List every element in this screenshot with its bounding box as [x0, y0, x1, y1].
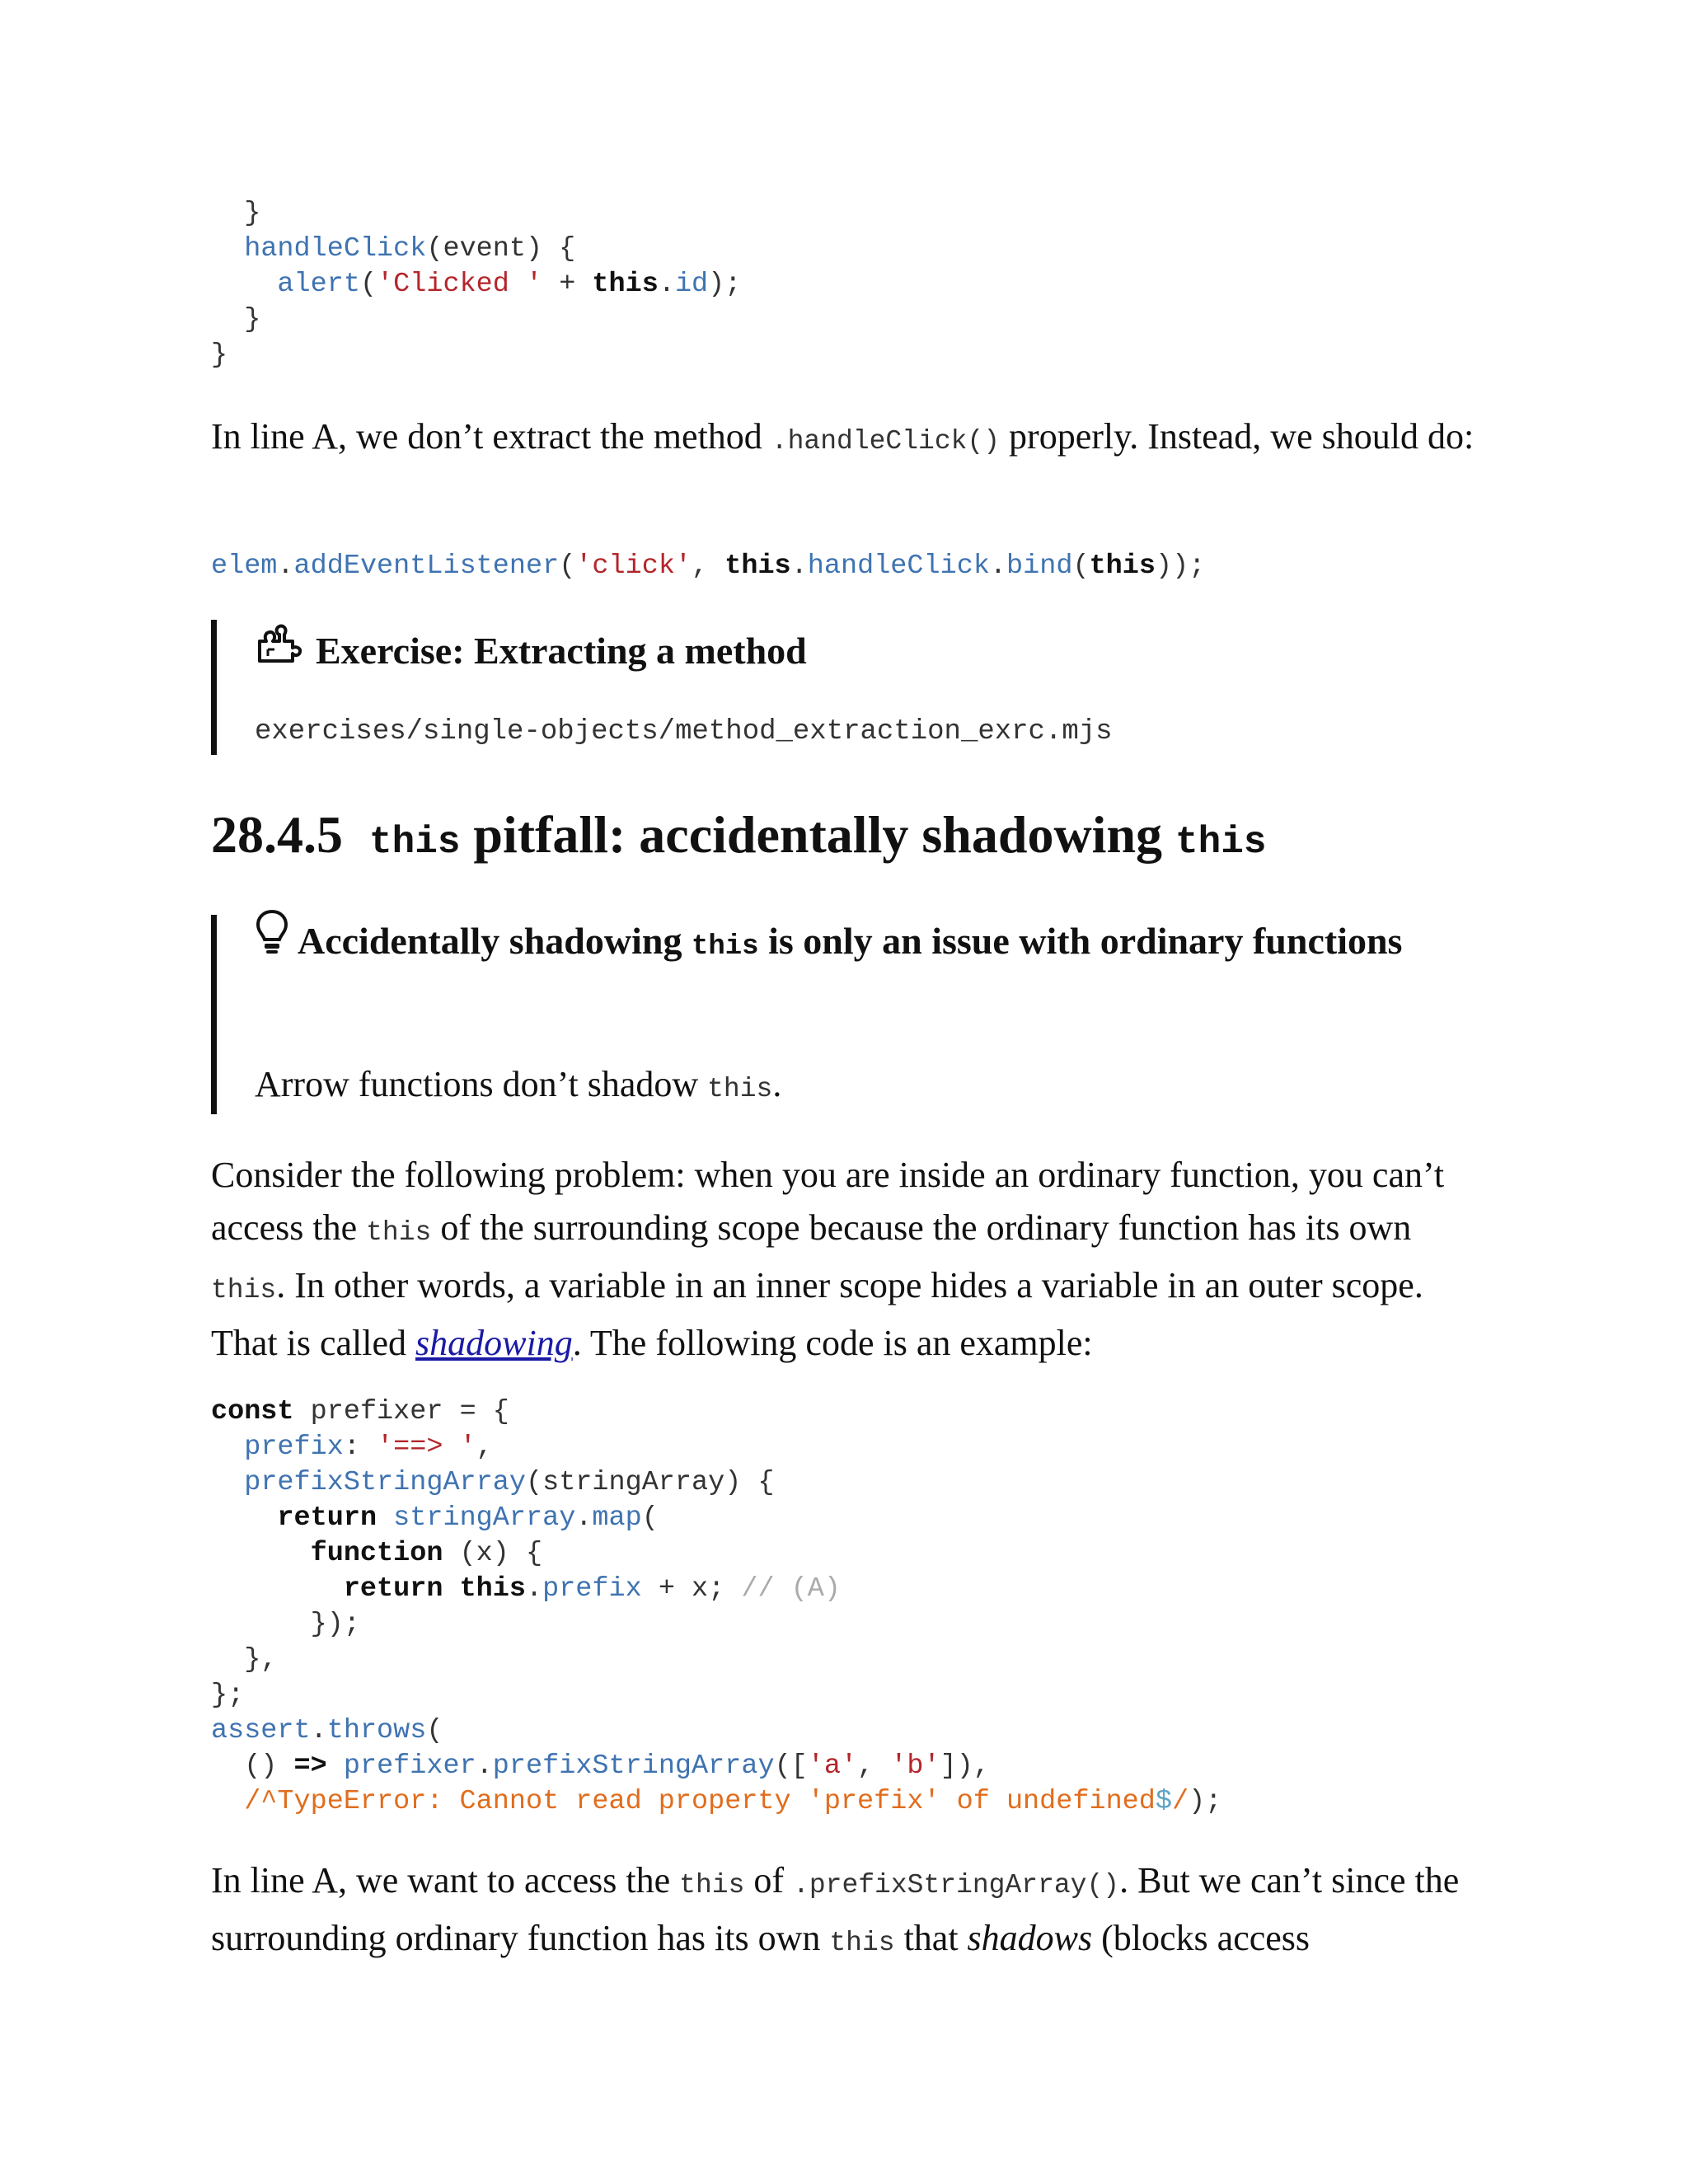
code-token: this — [592, 269, 659, 300]
code-token: throws — [326, 1715, 427, 1746]
code-token: 'click' — [575, 551, 692, 582]
code-token: id — [674, 269, 709, 300]
code-token: prefixStringArray — [244, 1467, 526, 1498]
exercise-title: Exercise: Extracting a method — [255, 625, 807, 680]
code-token: => — [293, 1750, 327, 1782]
code-token: return — [277, 1502, 377, 1534]
code-token: map — [592, 1502, 642, 1534]
code-line — [211, 1713, 1221, 1749]
code-token: handleClick — [807, 551, 990, 582]
code-token: }); — [211, 1609, 360, 1640]
code-token: . — [658, 269, 675, 300]
code-token: const — [211, 1396, 294, 1427]
heading-code: this — [1175, 821, 1267, 864]
code-line — [211, 338, 741, 373]
code-line — [211, 267, 741, 302]
code-token: } — [211, 340, 228, 371]
code-token: alert — [277, 269, 360, 300]
heading-text: pitfall: accidentally shadowing — [460, 805, 1176, 864]
code-token: 'b' — [890, 1750, 940, 1782]
code-line — [211, 1572, 1221, 1607]
exercise-callout — [211, 620, 1503, 755]
code-token: prefixer — [343, 1750, 476, 1782]
code-token: , — [692, 551, 725, 582]
code-token: . — [277, 551, 294, 582]
code-token: (stringArray) { — [525, 1467, 775, 1498]
code-line — [211, 232, 741, 267]
code-token: this — [459, 1573, 526, 1605]
code-line — [211, 1643, 1221, 1678]
shadowing-link[interactable]: shadowing — [415, 1323, 573, 1363]
code-token — [327, 1750, 344, 1782]
paragraph-shadowing: Consider the following problem: when you are inside an ordinary function, you can’t access the this of the surrounding scope because the ordinary function has its own this. In other words, a variable in an inner scope hides a variable in an outer scope. That is called shadowing. The following code is an example: — [211, 1155, 1445, 1363]
code-token: , — [857, 1750, 891, 1782]
code-line — [211, 1607, 1221, 1643]
code-line — [211, 1394, 1221, 1430]
code-token: ( — [359, 269, 377, 300]
code-token: . — [310, 1715, 327, 1746]
lightbulb-icon — [255, 908, 289, 970]
code-line — [211, 1784, 1221, 1820]
heading-code: this — [369, 821, 461, 864]
code-token: handleClick — [244, 233, 427, 265]
code-token: . — [989, 551, 1007, 582]
code-token: assert — [211, 1715, 311, 1746]
code-token: ( — [426, 1715, 443, 1746]
inline-code: .handleClick() — [771, 426, 1001, 457]
code-token: function — [310, 1538, 443, 1569]
code-token: . — [790, 551, 808, 582]
code-token: this — [724, 551, 791, 582]
code-block-handleclick — [211, 196, 741, 373]
code-token: 'Clicked ' — [377, 269, 543, 300]
code-token — [211, 269, 277, 300]
paragraph-method-extraction — [211, 410, 1480, 468]
code-token: // (A) — [741, 1573, 841, 1605]
para-text: In line A, we don’t extract the method — [211, 416, 771, 457]
code-token: (event) { — [426, 233, 576, 265]
code-token: }, — [211, 1644, 278, 1675]
tip-body: Arrow functions don’t shadow this. — [255, 1064, 782, 1104]
code-token: elem — [211, 551, 278, 582]
code-token: . — [575, 1502, 593, 1534]
code-token — [211, 1432, 244, 1463]
code-token: ( — [559, 551, 576, 582]
code-block-prefixer — [211, 1394, 1221, 1820]
code-token: (x) { — [443, 1538, 543, 1569]
code-token: /^TypeError: Cannot read property 'prefix' of undefined — [211, 1786, 1156, 1817]
exercise-path: exercises/single-objects/method_extraction_exrc.mjs — [255, 716, 1113, 748]
code-token: ]), — [940, 1750, 990, 1782]
code-token: () — [211, 1750, 294, 1782]
code-token: this — [1089, 551, 1156, 582]
code-token: prefixStringArray — [492, 1750, 775, 1782]
code-token: 'a' — [807, 1750, 858, 1782]
code-token: . — [476, 1750, 493, 1782]
code-line — [211, 1465, 1221, 1501]
paragraph-line-a: In line A, we want to access the this of .prefixStringArray(). But we can’t since the surrounding ordinary function has its own this that shadows (blocks access — [211, 1860, 1460, 1958]
code-token — [211, 233, 244, 265]
code-token: prefix — [244, 1432, 344, 1463]
code-token: prefixer = { — [293, 1396, 509, 1427]
para-text: properly. Instead, we should do: — [1000, 416, 1475, 457]
code-token: ([ — [774, 1750, 808, 1782]
code-token: ); — [1189, 1786, 1222, 1817]
code-line — [211, 302, 741, 338]
code-token: $ — [1155, 1786, 1172, 1817]
code-line — [211, 196, 741, 232]
puzzle-icon — [255, 620, 304, 680]
tip-callout — [211, 915, 1503, 1114]
code-token: '==> ' — [377, 1432, 476, 1463]
code-token: )); — [1155, 551, 1206, 582]
code-token — [211, 1467, 244, 1498]
code-line — [211, 1501, 1221, 1536]
code-token — [211, 1502, 277, 1534]
code-block-bind — [211, 549, 1205, 584]
code-token: / — [1172, 1786, 1189, 1817]
code-token: + x; — [641, 1573, 742, 1605]
code-token: } — [211, 198, 261, 229]
code-token: bind — [1006, 551, 1073, 582]
code-token: return — [343, 1573, 443, 1605]
tip-title: Accidentally shadowing this is only an issue with ordinary functions — [255, 915, 1409, 973]
code-token — [211, 1573, 344, 1605]
code-token — [443, 1573, 459, 1605]
code-token — [211, 1538, 311, 1569]
code-token: ( — [641, 1502, 659, 1534]
code-token: stringArray — [393, 1502, 576, 1534]
code-token: }; — [211, 1680, 245, 1711]
code-line — [211, 549, 1205, 584]
code-line — [211, 1749, 1221, 1784]
code-token: addEventListener — [293, 551, 560, 582]
code-token: } — [211, 304, 261, 335]
code-token: , — [476, 1432, 493, 1463]
code-token: : — [343, 1432, 377, 1463]
section-number: 28.4.5 — [211, 805, 343, 864]
code-line — [211, 1536, 1221, 1572]
code-token: ( — [1072, 551, 1090, 582]
code-token: + — [542, 269, 593, 300]
code-token — [377, 1502, 393, 1534]
code-line — [211, 1678, 1221, 1713]
section-heading — [211, 798, 1266, 879]
code-token: ); — [708, 269, 742, 300]
code-token: . — [525, 1573, 543, 1605]
code-line — [211, 1430, 1221, 1465]
code-token: prefix — [542, 1573, 642, 1605]
